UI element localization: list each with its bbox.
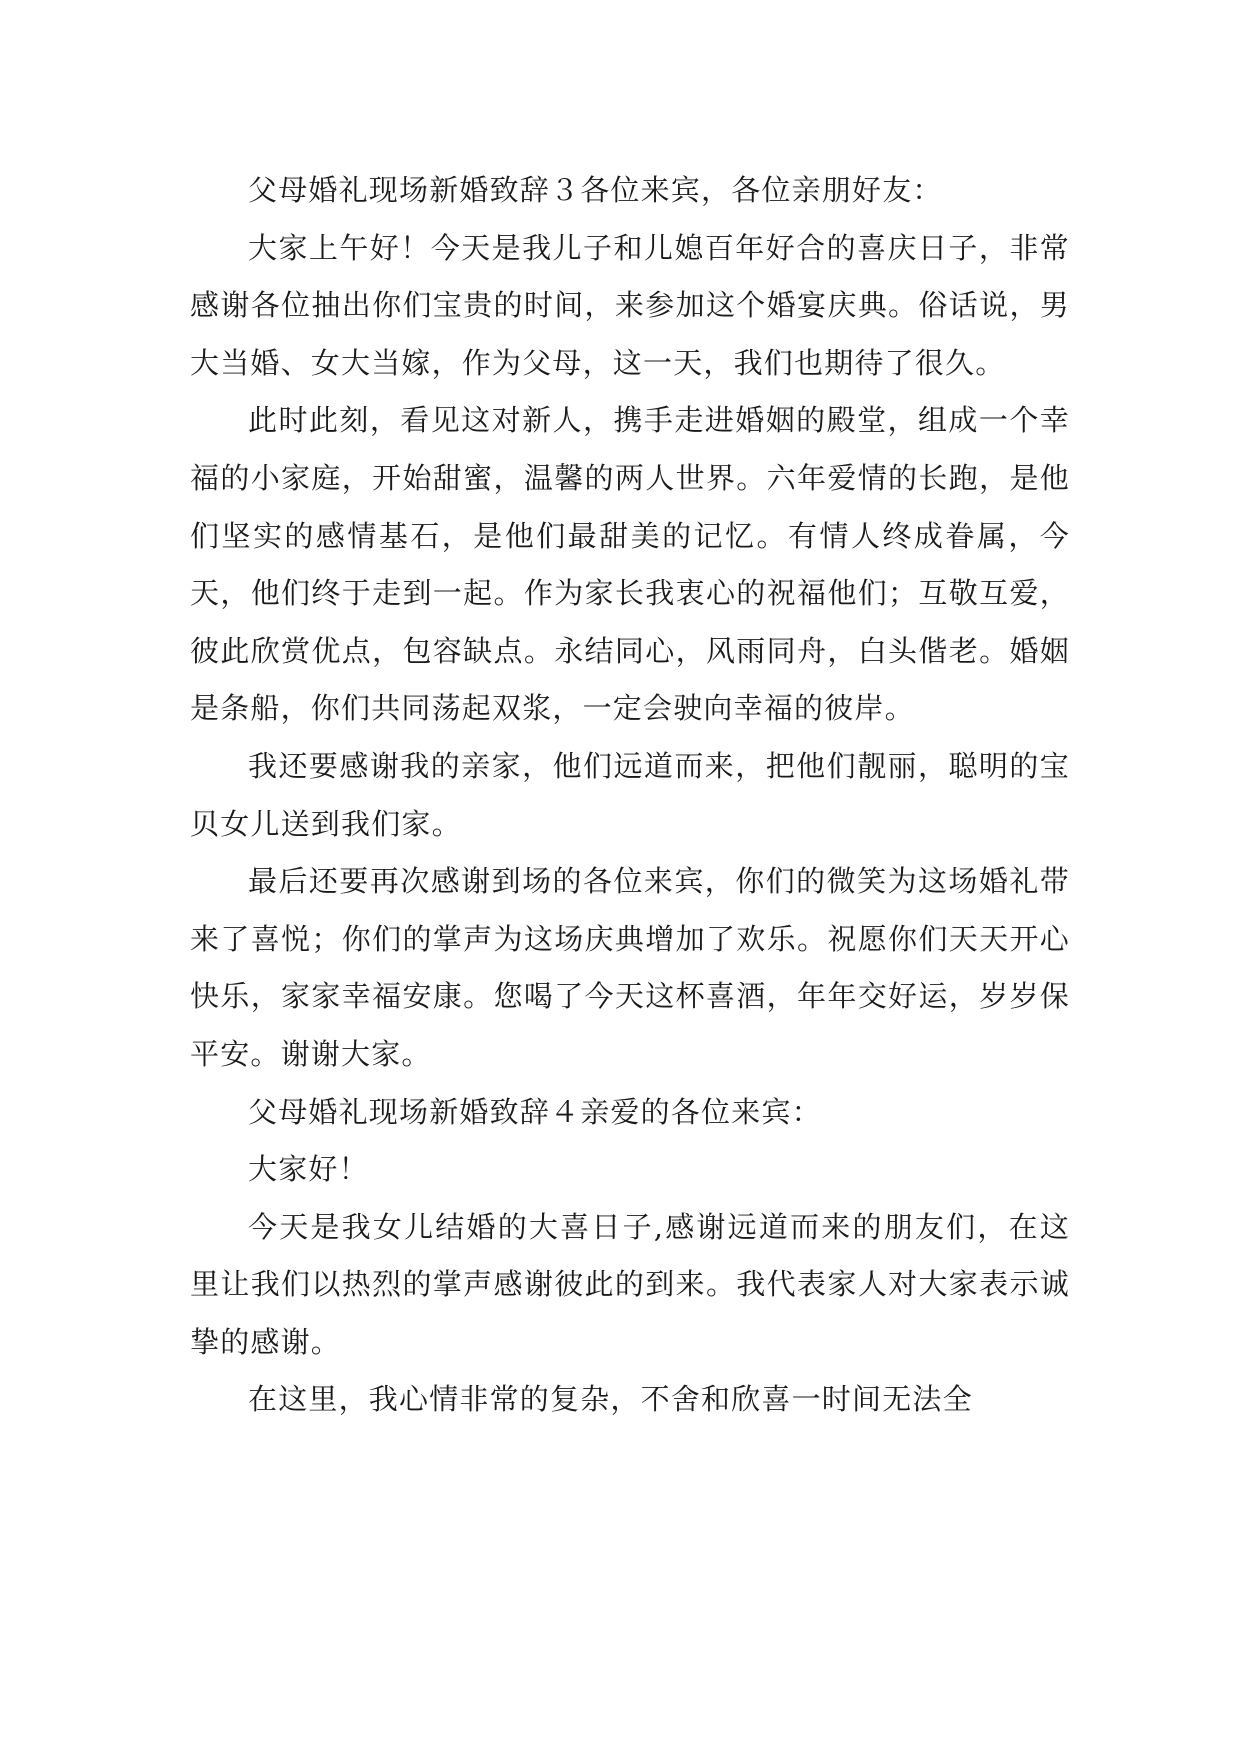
paragraph: 大家好！ [248,1152,369,1187]
paragraph: 最后还要再次感谢到场的各位来宾，你们的微笑为这场婚礼带来了喜悦；你们的掌声为这场庆典增加了欢乐。祝愿你们天天开心快乐，家家幸福安康。您喝了今天这杯喜酒，年年交好运，岁岁保平安。谢谢大家。 [190,864,1070,1071]
paragraph: 今天是我女儿结婚的大喜日子,感谢远道而来的朋友们，在这里让我们以热烈的掌声感谢彼此的到来。我代表家人对大家表示诚挚的感谢。 [190,1209,1070,1359]
document-body [190,162,1070,1429]
paragraph: 大家上午好！今天是我儿子和儿媳百年好合的喜庆日子，非常感谢各位抽出你们宝贵的时间，来参加这个婚宴庆典。俗话说，男大当婚、女大当嫁，作为父母，这一天，我们也期待了很久。 [190,230,1070,380]
paragraph: 父母婚礼现场新婚致辞３各位来宾，各位亲朋好友： [248,173,943,207]
paragraph: 在这里，我心情非常的复杂，不舍和欣喜一时间无法全 [248,1382,973,1417]
paragraph: 父母婚礼现场新婚致辞４亲爱的各位来宾： [248,1094,822,1129]
paragraph: 此时此刻，看见这对新人，携手走进婚姻的殿堂，组成一个幸福的小家庭，开始甜蜜，温馨的两人世界。六年爱情的长跑，是他们坚实的感情基石，是他们最甜美的记忆。有情人终成眷属，今天，他们终于走到一起。作为家长我衷心的祝福他们；互敬互爱，彼此欣赏优点，包容缺点。永结同心，风雨同舟，白头偕老。婚姻是条船，你们共同荡起双浆，一定会驶向幸福的彼岸。 [190,403,1070,726]
paragraph: 我还要感谢我的亲家，他们远道而来，把他们靓丽，聪明的宝贝女儿送到我们家。 [190,748,1070,841]
